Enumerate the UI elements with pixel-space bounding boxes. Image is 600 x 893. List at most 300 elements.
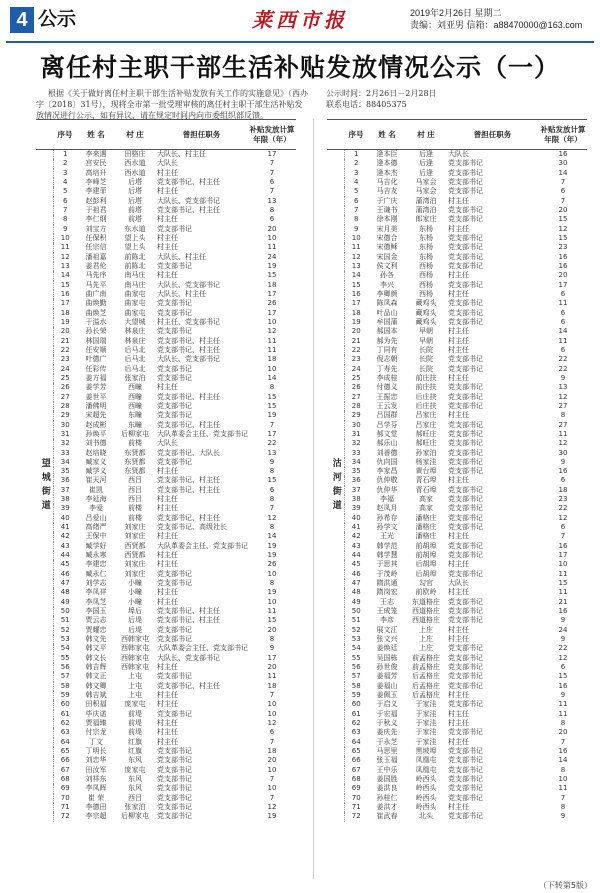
position-held: 党支部书记 <box>448 205 483 214</box>
table-row <box>36 682 296 691</box>
person-name: 韩学范 <box>376 541 398 550</box>
subsidy-years: 8 <box>560 411 566 420</box>
village-name: 前楼 <box>128 513 142 522</box>
subsidy-years: 10 <box>267 700 277 709</box>
person-name: 宋德合 <box>376 233 398 242</box>
left-subsidy-table <box>36 119 296 822</box>
row-number: 36 <box>351 476 361 485</box>
row-number: 3 <box>354 168 359 177</box>
village-name: 西疃 <box>128 383 142 392</box>
table-row <box>36 579 296 588</box>
table-row <box>36 253 296 262</box>
position-held: 党支部书记、村主任 <box>157 616 220 625</box>
subsidy-years: 17 <box>267 308 277 317</box>
issue-meta <box>410 7 590 31</box>
person-name: 丁文 <box>89 737 103 746</box>
person-name: 于广庆 <box>376 196 398 205</box>
subsidy-years: 10 <box>267 709 277 718</box>
person-name: 李凤芝 <box>85 597 107 606</box>
position-held: 村主任 <box>157 728 178 737</box>
position-held: 党支部书记 <box>157 401 192 410</box>
position-held: 大队长、村主任 <box>157 289 206 298</box>
row-number: 49 <box>60 597 70 606</box>
person-name: 李德田 <box>85 802 107 811</box>
subsidy-years: 9 <box>269 644 275 653</box>
subsidy-years: 23 <box>558 243 568 252</box>
row-number: 8 <box>354 215 359 224</box>
village-name: 上屯 <box>128 691 142 700</box>
person-name: 于溢水 <box>85 317 107 326</box>
position-held: 大队长 <box>448 579 469 588</box>
position-held: 党支部书记 <box>448 168 483 177</box>
table-row <box>36 747 296 756</box>
subsidy-years: 6 <box>269 215 275 224</box>
table-row <box>327 374 587 383</box>
row-number: 70 <box>60 793 70 802</box>
table-row <box>36 318 296 327</box>
person-name: 韩吉斌 <box>85 691 107 700</box>
village-name: 吕家庄 <box>415 411 437 420</box>
position-held: 党支部书记 <box>157 261 192 270</box>
table-row <box>327 766 587 775</box>
person-name: 吕国群 <box>376 411 398 420</box>
person-name: 李国玉 <box>85 607 107 616</box>
row-number: 60 <box>60 700 70 709</box>
village-name: 郝旺庄 <box>415 429 437 438</box>
village-name: 西韩家屯 <box>121 653 149 662</box>
position-held: 党支部书记 <box>448 187 483 196</box>
subsidy-years: 19 <box>267 588 277 597</box>
row-number: 61 <box>60 709 70 718</box>
person-name: 隋岗宏 <box>376 588 398 597</box>
person-name: 郝乐山 <box>376 439 398 448</box>
subsidy-years: 9 <box>269 457 275 466</box>
subsidy-years: 12 <box>558 224 568 233</box>
table-row <box>36 644 296 653</box>
position-held: 党支部书记、村主任 <box>157 336 220 345</box>
row-number: 57 <box>60 672 70 681</box>
row-number: 30 <box>351 420 361 429</box>
person-name: 高培升 <box>85 168 107 177</box>
position-held: 党支部书记 <box>448 159 483 168</box>
position-held: 党支部书记 <box>448 383 483 392</box>
person-name: 侯文利 <box>376 261 398 270</box>
table-row <box>36 700 296 709</box>
subsidy-years: 8 <box>269 205 275 214</box>
table-row <box>327 616 587 625</box>
subsidy-years: 8 <box>560 719 566 728</box>
person-name: 林国瑞 <box>85 336 107 345</box>
position-held: 村主任 <box>448 476 469 485</box>
position-held: 党支部书记 <box>157 774 192 783</box>
row-number: 2 <box>354 159 359 168</box>
page-header <box>6 3 594 39</box>
position-held: 党支部书记 <box>448 177 483 186</box>
village-name: 于家洼 <box>415 719 437 728</box>
subsidy-years: 6 <box>269 485 275 494</box>
table-row <box>36 309 296 318</box>
subsidy-years: 7 <box>269 187 275 196</box>
person-name: 李来遇 <box>85 150 107 158</box>
table-row <box>327 281 587 290</box>
table-row <box>36 365 296 374</box>
position-held: 大队革委会主任、党支部书记 <box>157 429 248 438</box>
position-held: 党支部书记 <box>157 756 192 765</box>
table-row <box>327 784 587 793</box>
row-number: 71 <box>60 802 70 811</box>
person-name: 潘祖嘉 <box>85 252 107 261</box>
table-row <box>36 271 296 280</box>
subsidy-years: 7 <box>560 793 566 802</box>
subsidy-years: 18 <box>267 280 277 289</box>
position-held: 党支部书记、大队长 <box>157 448 220 457</box>
person-name: 倪志朝 <box>376 355 398 364</box>
table-row <box>327 654 587 663</box>
row-number: 53 <box>351 635 361 644</box>
row-number: 26 <box>60 383 70 392</box>
village-name: 岭西头 <box>415 784 437 793</box>
village-name: 东水道 <box>124 224 146 233</box>
table-row <box>36 570 296 579</box>
subsidy-years: 15 <box>267 616 277 625</box>
table-row <box>327 421 587 430</box>
village-name: 西疃 <box>128 392 142 401</box>
table-row <box>327 159 587 168</box>
row-number: 41 <box>60 523 70 532</box>
village-name: 张家泊 <box>124 802 146 811</box>
row-number: 66 <box>60 756 70 765</box>
row-number: 18 <box>60 308 70 317</box>
subsidy-years: 12 <box>267 802 277 811</box>
position-held: 大队长、村主任 <box>157 150 206 158</box>
position-held: 党支部书记 <box>448 616 483 625</box>
position-held: 村主任 <box>448 532 469 541</box>
position-held: 村主任 <box>157 597 178 606</box>
subsidy-years: 7 <box>269 168 275 177</box>
person-name: 姜福芳 <box>376 672 398 681</box>
village-name: 西杨 <box>419 280 433 289</box>
position-held: 党支部书记、高级社长 <box>157 523 227 532</box>
row-number: 71 <box>351 802 361 811</box>
village-name: 后塔 <box>128 196 142 205</box>
table-row <box>327 178 587 187</box>
table-row <box>36 607 296 616</box>
person-name: 刘宝方 <box>85 224 107 233</box>
subsidy-years: 12 <box>558 392 568 401</box>
col-position: 曾担任职务 <box>446 120 539 150</box>
person-name: 丁明长 <box>85 747 107 755</box>
subsidy-years: 11 <box>267 345 277 354</box>
village-name: 田格庄 <box>124 150 146 158</box>
village-name: 后柳家屯 <box>121 429 149 438</box>
subsidy-years: 10 <box>558 774 568 783</box>
village-name: 东杨 <box>419 224 433 233</box>
position-held: 村主任 <box>448 588 469 597</box>
table-row <box>327 458 587 467</box>
row-number: 23 <box>351 355 361 364</box>
row-number: 61 <box>351 709 361 718</box>
person-name: 曲广南 <box>85 289 107 298</box>
subsidy-years: 13 <box>267 196 277 205</box>
position-held: 党支部书记 <box>448 756 483 765</box>
position-held: 大队长、党支部书记 <box>157 196 220 205</box>
row-number: 6 <box>354 196 359 205</box>
position-held: 村主任、党支部书记 <box>157 317 220 326</box>
row-number: 42 <box>60 532 70 541</box>
row-number: 47 <box>351 579 361 588</box>
person-name: 韩文卿 <box>85 681 107 690</box>
position-held: 党支部书记 <box>448 569 483 578</box>
table-row <box>327 514 587 523</box>
table-row <box>327 411 587 420</box>
table-row <box>36 402 296 411</box>
subsidy-years: 7 <box>560 196 566 205</box>
row-number: 69 <box>351 784 361 793</box>
position-held: 党支部书记 <box>157 784 192 793</box>
row-number: 62 <box>60 719 70 728</box>
subsidy-years: 6 <box>560 476 566 485</box>
row-number: 37 <box>60 485 70 494</box>
row-number: 34 <box>60 457 70 466</box>
person-name: 赵彭利 <box>85 196 107 205</box>
person-name: 臧家义 <box>85 457 107 466</box>
table-row <box>327 775 587 784</box>
position-held: 村主任 <box>448 336 469 345</box>
col-name: 姓 名 <box>368 120 406 150</box>
subsidy-years: 16 <box>558 541 568 550</box>
person-name: 李凤晖 <box>85 784 107 793</box>
village-name: 郝旺庄 <box>415 439 437 448</box>
table-row <box>36 234 296 243</box>
person-name: 姜洪良 <box>376 784 398 793</box>
table-row <box>327 532 587 541</box>
subsidy-years: 12 <box>558 439 568 448</box>
table-row <box>327 234 587 243</box>
subsidy-years: 16 <box>558 747 568 755</box>
person-name: 贾福臻 <box>85 719 107 728</box>
village-name: 东杨 <box>419 252 433 261</box>
subsidy-years: 7 <box>560 532 566 541</box>
subsidy-years: 22 <box>558 504 568 513</box>
village-name: 东风 <box>128 774 142 783</box>
position-held: 党支部书记 <box>448 439 483 448</box>
person-name: 李兴 <box>380 280 394 289</box>
street-label: 沽河街道 <box>327 150 344 822</box>
village-name: 东疃 <box>128 411 142 420</box>
position-held: 大队长 <box>448 150 469 158</box>
subsidy-years: 10 <box>267 317 277 326</box>
village-name: 上庄 <box>419 625 433 634</box>
subsidy-years: 15 <box>558 215 568 224</box>
table-row <box>327 570 587 579</box>
subsidy-years: 16 <box>558 150 568 158</box>
table-row <box>327 728 587 737</box>
subsidy-years: 17 <box>267 150 277 158</box>
village-name: 前堤 <box>128 728 142 737</box>
person-name: 姜佩玉 <box>376 691 398 700</box>
subsidy-years: 15 <box>267 401 277 410</box>
table-row <box>36 383 296 392</box>
village-name: 西吕 <box>128 485 142 494</box>
position-held: 村主任 <box>157 737 178 746</box>
person-name: 丁寿先 <box>376 364 398 373</box>
person-name: 陈凤森 <box>376 299 398 308</box>
person-name: 崔 荣 <box>87 793 105 802</box>
village-name: 潘格庄 <box>415 513 437 522</box>
village-name: 于家洼 <box>415 728 437 737</box>
subsidy-years: 11 <box>267 607 277 616</box>
person-name: 崔天河 <box>85 476 107 485</box>
table-row <box>36 327 296 336</box>
table-row <box>327 476 587 485</box>
village-name: 北头 <box>419 812 433 821</box>
person-name: 刘祥东 <box>85 774 107 783</box>
person-name: 臧永寒 <box>85 551 107 560</box>
village-name: 前堤 <box>128 709 142 718</box>
village-name: 前庄扶 <box>415 373 437 382</box>
subsidy-years: 20 <box>558 271 568 280</box>
subsidy-years: 20 <box>267 224 277 233</box>
person-name: 逄本杰 <box>376 168 398 177</box>
position-held: 党支部书记 <box>448 597 483 606</box>
row-number: 65 <box>351 747 361 755</box>
village-name: 黑坡埠 <box>415 747 437 755</box>
table-header <box>36 120 296 150</box>
col-no: 序号 <box>344 120 368 150</box>
village-name: 望上头 <box>124 233 146 242</box>
subsidy-years: 11 <box>558 588 568 597</box>
position-held: 村主任 <box>448 691 469 700</box>
table-row <box>327 327 587 336</box>
person-name: 孙长荣 <box>85 327 107 336</box>
person-name: 李爱 <box>89 504 103 513</box>
row-number: 40 <box>60 513 70 522</box>
row-number: 29 <box>351 411 361 420</box>
position-held: 党支部书记 <box>448 513 483 522</box>
position-held: 党支部书记 <box>448 663 483 672</box>
village-name: 郎家庄 <box>415 215 437 224</box>
person-name: 丁同有 <box>376 345 398 354</box>
position-held: 村主任 <box>157 663 178 672</box>
person-name: 王谦书 <box>376 205 398 214</box>
section-label: 公示 <box>38 9 77 30</box>
person-name: 徐本刚 <box>376 215 398 224</box>
position-held: 村主任 <box>157 215 178 224</box>
person-name: 高绪严 <box>85 523 107 532</box>
person-name: 张文兴 <box>376 635 398 644</box>
village-name: 东道格庄 <box>412 597 440 606</box>
person-name: 刘忠华 <box>85 756 107 765</box>
row-number: 10 <box>60 233 70 242</box>
row-number: 69 <box>60 784 70 793</box>
table-row <box>36 346 296 355</box>
position-held: 村主任 <box>448 327 469 336</box>
village-name: 西吕 <box>128 495 142 504</box>
subsidy-years: 15 <box>558 233 568 242</box>
village-name: 前楼 <box>128 504 142 513</box>
village-name: 勾官 <box>419 579 433 588</box>
table-row <box>36 654 296 663</box>
position-held: 党支部书记 <box>448 523 483 532</box>
table-row <box>36 476 296 485</box>
row-number: 31 <box>60 429 70 438</box>
header-divider <box>6 41 594 43</box>
table-row <box>327 551 587 560</box>
village-name: 大望城 <box>124 317 146 326</box>
subsidy-years: 26 <box>267 560 277 569</box>
village-name: 蒲湾泊 <box>415 205 437 214</box>
table-row <box>327 495 587 504</box>
subsidy-years: 9 <box>560 635 566 644</box>
village-name: 吕家庄 <box>415 420 437 429</box>
row-number: 57 <box>351 672 361 681</box>
position-held: 党支部书记 <box>448 700 483 709</box>
table-row <box>36 430 296 439</box>
person-name: 李仁纲 <box>85 215 107 224</box>
village-name: 后胡埠 <box>415 560 437 569</box>
table-row <box>327 449 587 458</box>
village-name: 林泉庄 <box>124 327 146 336</box>
person-name: 仇仲敬 <box>376 476 398 485</box>
table-row <box>36 169 296 178</box>
subsidy-years: 11 <box>558 299 568 308</box>
table-row <box>327 197 587 206</box>
position-held: 村主任 <box>448 224 469 233</box>
position-held: 村主任 <box>157 383 178 392</box>
position-held: 大队革委会主任、党支部书记 <box>157 541 248 550</box>
person-name: 马吉友 <box>376 187 398 196</box>
row-number: 63 <box>60 728 70 737</box>
village-name: 后孟格庄 <box>412 672 440 681</box>
row-number: 6 <box>63 196 68 205</box>
row-number: 36 <box>60 476 70 485</box>
subsidy-years: 12 <box>267 327 277 336</box>
village-name: 早朝 <box>419 336 433 345</box>
subsidy-years: 6 <box>560 523 566 532</box>
person-name: 于永芝 <box>376 737 398 746</box>
table-row <box>327 756 587 765</box>
table-row <box>36 467 296 476</box>
subsidy-years: 7 <box>269 774 275 783</box>
table-row <box>327 588 587 597</box>
person-name: 郝文堂 <box>376 429 398 438</box>
person-name: 孙各 <box>380 271 394 280</box>
subsidy-years: 6 <box>269 177 275 186</box>
row-number: 5 <box>63 187 68 196</box>
subsidy-years: 12 <box>558 653 568 662</box>
subsidy-years: 8 <box>560 765 566 774</box>
person-name: 付宗龙 <box>85 728 107 737</box>
row-number: 68 <box>60 774 70 783</box>
position-held: 党支部书记 <box>157 569 192 578</box>
row-number: 22 <box>351 345 361 354</box>
village-name: 后堤 <box>128 616 142 625</box>
person-name: 马先平 <box>85 280 107 289</box>
person-name: 姜庆先 <box>376 728 398 737</box>
person-name: 姜福山 <box>376 681 398 690</box>
village-name: 西韩家屯 <box>121 644 149 653</box>
row-number: 14 <box>60 271 70 280</box>
position-held: 党支部书记 <box>448 252 483 261</box>
table-row <box>327 439 587 448</box>
position-held: 党支部书记 <box>448 429 483 438</box>
person-name: 郝国本 <box>376 327 398 336</box>
row-number: 15 <box>60 280 70 289</box>
subsidy-years: 13 <box>267 448 277 457</box>
row-number: 72 <box>351 812 361 821</box>
table-row <box>36 495 296 504</box>
village-name: 孙家泊 <box>415 448 437 457</box>
